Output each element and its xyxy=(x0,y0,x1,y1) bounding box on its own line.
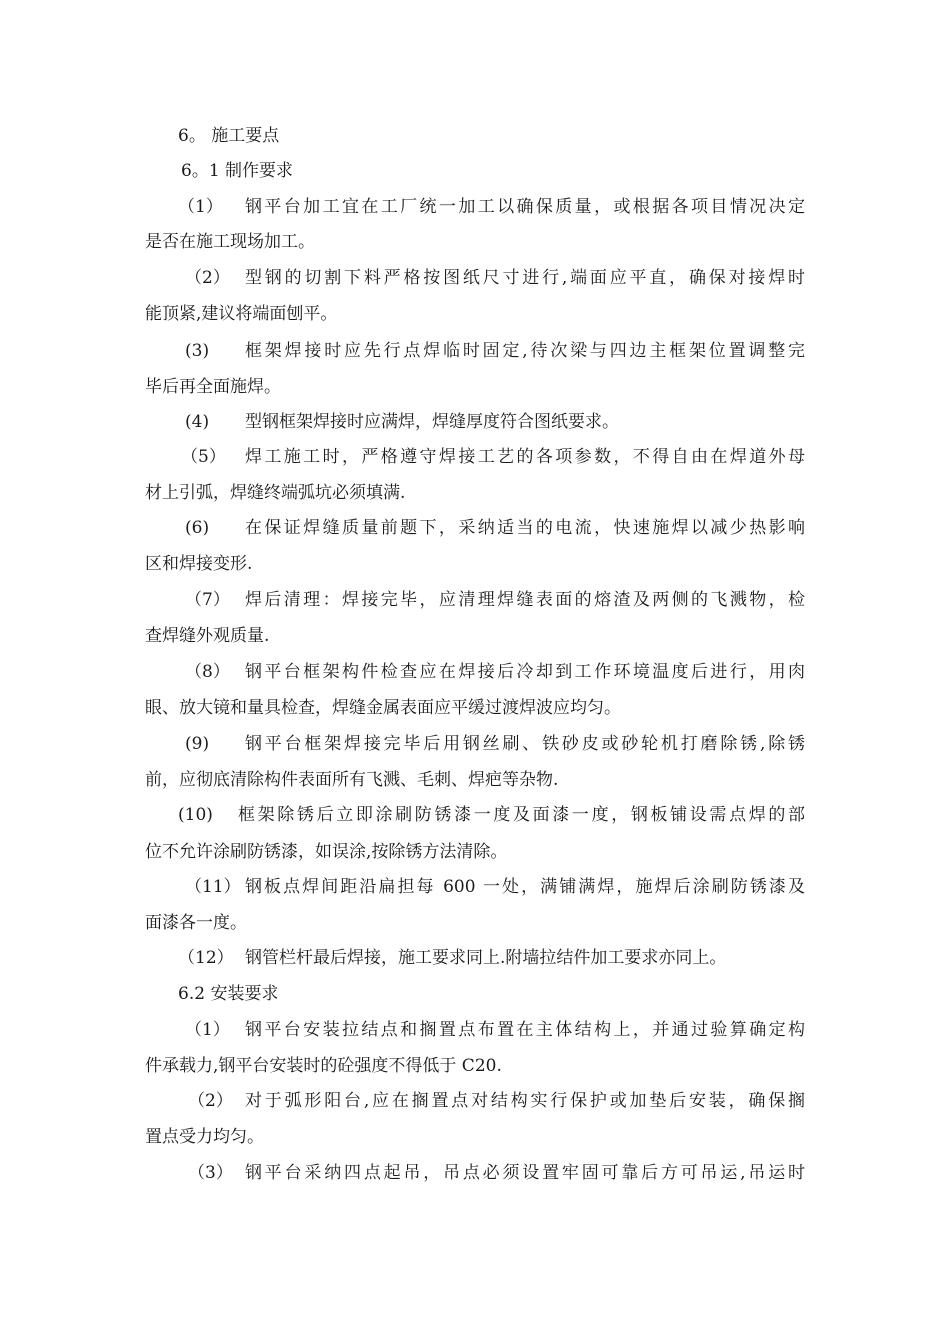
paragraph-line: 件承载力,钢平台安装时的砼强度不得低于 C20. xyxy=(145,1056,502,1076)
paragraph-line: 前，应彻底清除构件表面所有飞溅、毛刺、焊疤等杂物. xyxy=(145,770,559,790)
paragraph-line: 框架除锈后立即涂刷防锈漆一度及面漆一度，钢板铺设需点焊的部 xyxy=(238,805,805,825)
paragraph-line: 钢管栏杆最后焊接，施工要求同上.附墙拉结件加工要求亦同上。 xyxy=(245,948,727,968)
item-number: （1） xyxy=(178,197,223,217)
paragraph-line: 焊工施工时，严格遵守焊接工艺的各项参数，不得自由在焊道外母 xyxy=(245,447,805,467)
paragraph-line: 查焊缝外观质量. xyxy=(145,626,270,646)
paragraph-line: 面漆各一度。 xyxy=(145,913,247,933)
subsection-heading: 6。1 制作要求 xyxy=(181,161,294,181)
section-heading: 6。 施工要点 xyxy=(178,126,280,146)
paragraph-line: 置点受力均匀。 xyxy=(145,1127,264,1147)
paragraph-line: 眼、放大镜和量具检查，焊缝金属表面应平缓过渡焊波应均匀。 xyxy=(145,698,621,718)
item-number: （5） xyxy=(181,447,226,467)
paragraph-line: 材上引弧，焊缝终端弧坑必须填满. xyxy=(145,483,406,503)
subsection-heading: 6.2 安装要求 xyxy=(178,984,279,1004)
paragraph-line: 位不允许涂刷防锈漆，如误涂,按除锈方法清除。 xyxy=(145,842,508,862)
item-number: (6) xyxy=(185,518,210,538)
item-number: （2） xyxy=(185,268,230,288)
paragraph-line: 区和焊接变形. xyxy=(145,554,253,574)
item-number: (10) xyxy=(178,805,213,825)
paragraph-line: 能顶紧,建议将端面刨平。 xyxy=(145,304,338,324)
paragraph-line: 焊后清理：焊接完毕，应清理焊缝表面的熔渣及两侧的飞溅物，检 xyxy=(245,590,805,610)
item-number: （12） xyxy=(178,948,234,968)
item-number: （1） xyxy=(185,1020,230,1040)
item-number: （11） xyxy=(185,877,241,897)
item-number: （8） xyxy=(185,662,230,682)
item-number: （7） xyxy=(185,590,230,610)
paragraph-line: 钢平台框架焊接完毕后用钢丝刷、铁砂皮或砂轮机打磨除锈,除锈 xyxy=(245,734,805,754)
paragraph-line: 钢平台采纳四点起吊，吊点必须设置牢固可靠后方可吊运,吊运时 xyxy=(245,1163,805,1183)
paragraph-line: 型钢框架焊接时应满焊，焊缝厚度符合图纸要求。 xyxy=(245,412,619,432)
paragraph-line: 钢板点焊间距沿扁担每 600 一处，满铺满焊，施焊后涂刷防锈漆及 xyxy=(245,877,805,897)
item-number: (4) xyxy=(185,412,210,432)
paragraph-line: 钢平台加工宜在工厂统一加工以确保质量，或根据各项目情况决定 xyxy=(245,197,805,217)
paragraph-line: 是否在施工现场加工。 xyxy=(145,232,315,252)
item-number: (9) xyxy=(185,734,210,754)
paragraph-line: 钢平台框架构件检查应在焊接后冷却到工作环境温度后进行，用肉 xyxy=(245,662,805,682)
paragraph-line: 毕后再全面施焊。 xyxy=(145,377,281,397)
item-number: (3) xyxy=(185,341,210,361)
paragraph-line: 框架焊接时应先行点焊临时固定,待次梁与四边主框架位置调整完 xyxy=(245,341,805,361)
item-number: （3） xyxy=(188,1163,233,1183)
paragraph-line: 在保证焊缝质量前题下，采纳适当的电流，快速施焊以减少热影响 xyxy=(245,518,805,538)
paragraph-line: 钢平台安装拉结点和搁置点布置在主体结构上，并通过验算确定构 xyxy=(245,1020,805,1040)
paragraph-line: 对于弧形阳台,应在搁置点对结构实行保护或加垫后安装，确保搁 xyxy=(245,1091,805,1111)
item-number: （2） xyxy=(188,1091,233,1111)
paragraph-line: 型钢的切割下料严格按图纸尺寸进行,端面应平直，确保对接焊时 xyxy=(245,268,805,288)
